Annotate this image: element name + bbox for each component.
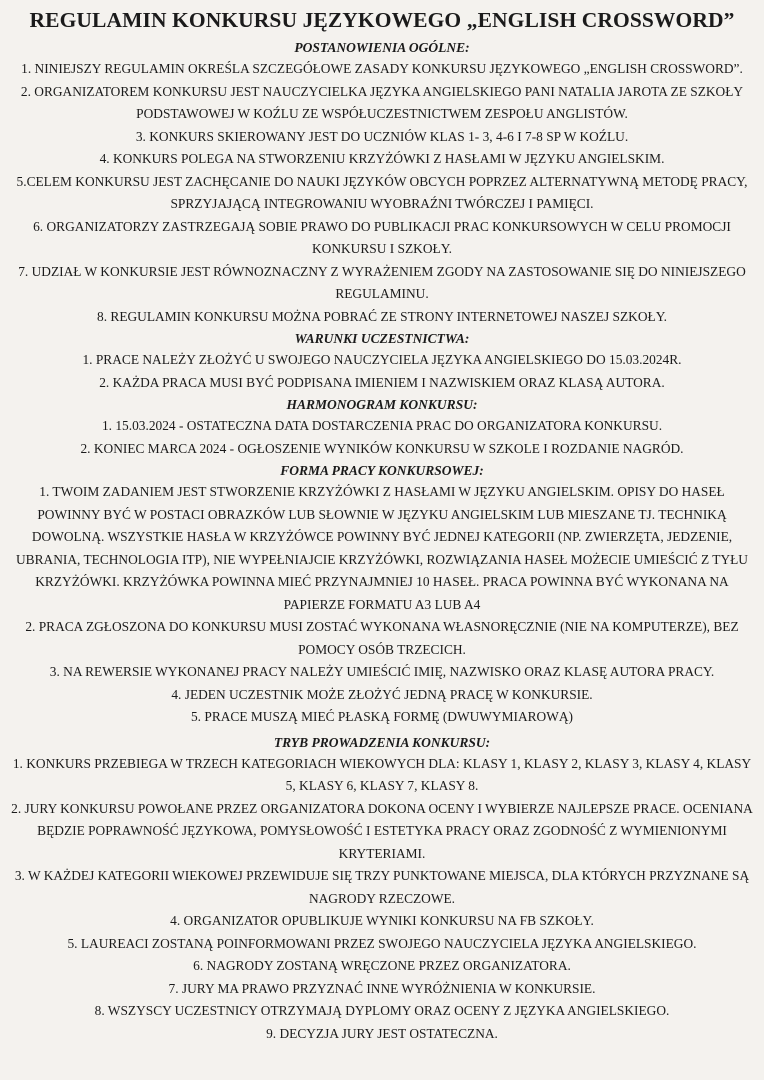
general-item-5: 5.CELEM KONKURSU JEST ZACHĘCANIE DO NAUKI JĘZYKÓW OBCYCH POPRZEZ ALTERNATYWNĄ METODĘ PRACY, SPRZYJAJĄCĄ INTEGROWANIU WYOBRAŹNI TWÓRCZEJ I PAMIĘCI. [16,173,748,211]
section-heading-work-form: FORMA PRACY KONKURSOWEJ: [280,463,484,478]
section-heading-procedure: TRYB PROWADZENIA KONKURSU: [273,734,491,750]
schedule-item-1: 1. 15.03.2024 - OSTATECZNA DATA DOSTARCZENIA PRAC DO ORGANIZATORA KONKURSU. [101,418,663,433]
procedure-item-2: 2. JURY KONKURSU POWOŁANE PRZEZ ORGANIZATORA DOKONA OCENY I WYBIERZE NAJLEPSZE PRACE. OCENIANA BĘDZIE POPRAWNOŚĆ JĘZYKOWA, POMYSŁOWOŚĆ I ESTETYKA PRACY ORAZ ZGODNOŚĆ Z WYMIENIONYMI KRYTERIAMI. [11,800,753,861]
procedure-item-1: 1. KONKURS PRZEBIEGA W TRZECH KATEGORIACH WIEKOWYCH DLA: KLASY 1, KLASY 2, KLASY 3, KLASY 4, KLASY 5, KLASY 6, KLASY 7, KLASY 8. [12,755,752,793]
participation-item-2: 2. KAŻDA PRACA MUSI BYĆ PODPISANA IMIENIEM I NAZWISKIEM ORAZ KLASĄ AUTORA. [99,374,665,390]
participation-item-1: 1. PRACE NALEŻY ZŁOŻYĆ U SWOJEGO NAUCZYCIELA JĘZYKA ANGIELSKIEGO DO 15.03.2024R. [82,352,682,367]
general-item-8: 8. REGULAMIN KONKURSU MOŻNA POBRAĆ ZE STRONY INTERNETOWEJ NASZEJ SZKOŁY. [97,308,667,324]
procedure-item-9: 9. DECYZJA JURY JEST OSTATECZNA. [266,1025,498,1041]
section-heading-schedule: HARMONOGRAM KONKURSU: [286,397,478,412]
procedure-item-8: 8. WSZYSCY UCZESTNICY OTRZYMAJĄ DYPLOMY ORAZ OCENY Z JĘZYKA ANGIELSKIEGO. [94,1003,670,1018]
procedure-item-3: 3. W KAŻDEJ KATEGORII WIEKOWEJ PRZEWIDUJE SIĘ TRZY PUNKTOWANE MIEJSCA, DLA KTÓRYCH PRZYZNANE SĄ NAGRODY RZECZOWE. [14,868,750,906]
work-form-item-4: 4. JEDEN UCZESTNIK MOŻE ZŁOŻYĆ JEDNĄ PRACĘ W KONKURSIE. [171,686,593,702]
procedure-item-7: 7. JURY MA PRAWO PRZYZNAĆ INNE WYRÓŻNIENIA W KONKURSIE. [168,980,596,996]
procedure-item-5: 5. LAUREACI ZOSTANĄ POINFORMOWANI PRZEZ SWOJEGO NAUCZYCIELA JĘZYKA ANGIELSKIEGO. [67,935,697,951]
procedure-item-6: 6. NAGRODY ZOSTANĄ WRĘCZONE PRZEZ ORGANIZATORA. [193,958,571,973]
work-form-item-1: 1. TWOIM ZADANIEM JEST STWORZENIE KRZYŻÓWKI Z HASŁAMI W JĘZYKU ANGIELSKIM. OPISY DO HASEŁ POWINNY BYĆ W POSTACI OBRAZKÓW LUB SŁOWNIE W JĘZYKU ANGIELSKIM LUB MIESZANE TJ. TECHNIKĄ DOWOLNĄ. WSZYSTKIE HASŁA W KRZYŻÓWCE POWINNY BYĆ JEDNEJ KATEGORII (NP. ZWIERZĘTA, JEDZENIE, UBRANIA, TECHNOLOGIA ITP), NIE WYPEŁNIAJCIE KRZYŻÓWKI, ROZWIĄZANIA HASEŁ MOŻECIE UMIEŚCIĆ Z TYŁU KRZYŻÓWKI. KRZYŻÓWKA POWINNA MIEĆ PRZYNAJMNIEJ 10 HASEŁ. PRACA POWINNA BYĆ WYKONANA NA PAPIERZE FORMATU A3 LUB A4 [16,484,748,612]
general-item-1: 1. NINIEJSZY REGULAMIN OKREŚLA SZCZEGÓŁOWE ZASADY KONKURSU JĘZYKOWEGO „ENGLISH CROSSWORD”. [21,61,743,76]
work-form-item-3: 3. NA REWERSIE WYKONANEJ PRACY NALEŻY UMIEŚCIĆ IMIĘ, NAZWISKO ORAZ KLASĘ AUTORA PRACY. [49,664,715,679]
document-title: REGULAMIN KONKURSU JĘZYKOWEGO „ENGLISH CROSSWORD” [29,8,735,32]
work-form-item-2: 2. PRACA ZGŁOSZONA DO KONKURSU MUSI ZOSTAĆ WYKONANA WŁASNORĘCZNIE (NIE NA KOMPUTERZE), BEZ POMOCY OSÓB TRZECICH. [25,619,739,657]
general-item-6: 6. ORGANIZATORZY ZASTRZEGAJĄ SOBIE PRAWO DO PUBLIKACJI PRAC KONKURSOWYCH W CELU PROMOCJI KONKURSU I SZKOŁY. [33,218,731,256]
schedule-item-2: 2. KONIEC MARCA 2024 - OGŁOSZENIE WYNIKÓW KONKURSU W SZKOLE I ROZDANIE NAGRÓD. [80,440,684,456]
general-item-3: 3. KONKURS SKIEROWANY JEST DO UCZNIÓW KLAS 1- 3, 4-6 I 7-8 SP W KOŹLU. [135,128,629,144]
section-heading-general: POSTANOWIENIA OGÓLNE: [294,40,470,55]
general-item-4: 4. KONKURS POLEGA NA STWORZENIU KRZYŻÓWKI Z HASŁAMI W JĘZYKU ANGIELSKIM. [99,151,665,166]
section-heading-participation: WARUNKI UCZESTNICTWA: [294,331,470,346]
work-form-item-5: 5. PRACE MUSZĄ MIEĆ PŁASKĄ FORMĘ (DWUWYMIAROWĄ) [190,709,573,724]
general-item-7: 7. UDZIAŁ W KONKURSIE JEST RÓWNOZNACZNY Z WYRAŻENIEM ZGODY NA ZASTOSOWANIE SIĘ DO NINIEJSZEGO REGULAMINU. [18,263,746,301]
procedure-item-4: 4. ORGANIZATOR OPUBLIKUJE WYNIKI KONKURSU NA FB SZKOŁY. [170,913,594,928]
general-item-2: 2. ORGANIZATOREM KONKURSU JEST NAUCZYCIELKA JĘZYKA ANGIELSKIEGO PANI NATALIA JAROTA ZE SZKOŁY PODSTAWOWEJ W KOŹLU ZE WSPÓŁUCZESTNICTWEM ZESPOŁU ANGLISTÓW. [20,83,744,121]
